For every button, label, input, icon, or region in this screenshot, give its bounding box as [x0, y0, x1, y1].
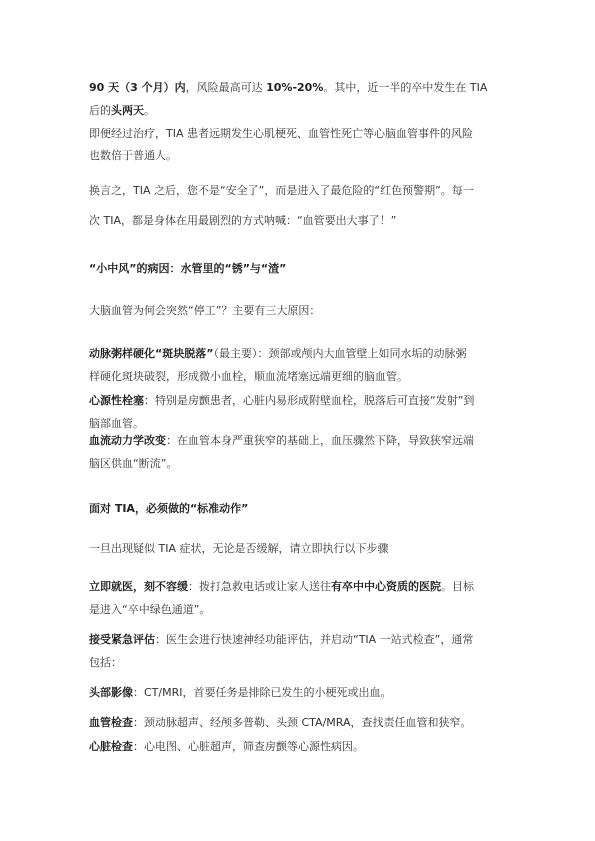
bold-risk: 10%-20%: [266, 81, 324, 94]
p3-line1: 换言之，TIA 之后，您不是“安全了”，而是进入了最危险的“红色预警期”。每一: [89, 184, 474, 197]
text: ：心电图、心脏超声，筛查房颤等心源性病因。: [133, 740, 364, 753]
text: ：特别是房颤患者，心脏内易形成附壁血栓，脱落后可直接“发射”到: [144, 394, 475, 407]
p2-line2: 也数倍于普通人。: [89, 149, 177, 162]
text: 后的: [89, 104, 111, 117]
bold-stroke-center: 有卒中中心资质的医院: [331, 580, 441, 593]
step2-line1: [89, 633, 519, 647]
bold-cause1: 动脉粥样硬化“斑块脱落”: [89, 347, 214, 360]
step1-line2: 是进入“卒中绿色通道”。: [89, 603, 211, 616]
p5: 一旦出现疑似 TIA 症状，无论是否缓解，请立即执行以下步骤: [89, 542, 389, 555]
cause1-line1: [89, 347, 519, 361]
p1-line1: [89, 81, 519, 95]
text: ：CT/MRI，首要任务是排除已发生的小梗死或出血。: [133, 686, 392, 699]
step1-line1: [89, 580, 519, 594]
cause2-line2: 脑部血管。: [89, 417, 144, 430]
bold-exam3: 心脏检查: [89, 740, 133, 753]
text: ：在血管本身严重狭窄的基础上，血压骤然下降，导致狭窄远端: [166, 434, 474, 447]
exam3: [89, 740, 519, 754]
text: ，风险最高可达: [185, 81, 267, 94]
bold-cause2: 心源性栓塞: [89, 394, 144, 407]
text: ：颈动脉超声、经颅多普勒、头颈 CTA/MRA，查找责任血管和狭窄。: [133, 716, 472, 729]
bold-exam2: 血管检查: [89, 716, 133, 729]
cause2-line1: [89, 394, 519, 408]
exam2: [89, 716, 519, 730]
text: ：拨打急救电话或让家人送往: [188, 580, 331, 593]
heading-actions: 面对 TIA，必须做的“标准动作”: [89, 502, 249, 515]
text: 。: [144, 104, 155, 117]
cause3-line2: 脑区供血“断流”。: [89, 457, 178, 470]
heading-causes: “小中风”的病因：水管里的“锈”与“渣”: [89, 262, 287, 275]
exam1: [89, 686, 519, 700]
step2-line2: 包括：: [89, 656, 122, 669]
p4: 大脑血管为何会突然“停工”？主要有三大原因：: [89, 304, 321, 317]
bold-first-two-days: 头两天: [111, 104, 144, 117]
bold-step1: 立即就医，刻不容缓: [89, 580, 188, 593]
cause1-line2: 样硬化斑块破裂，形成微小血栓，顺血流堵塞远端更细的脑血管。: [89, 370, 408, 383]
text: ：医生会进行快速神经功能评估，并启动“TIA 一站式检查”，通常: [155, 633, 474, 646]
p3-line2: 次 TIA，都是身体在用最剧烈的方式呐喊：“血管要出大事了！”: [89, 214, 397, 227]
bold-step2: 接受紧急评估: [89, 633, 155, 646]
text: 。其中，近一半的卒中发生在 TIA: [323, 81, 488, 94]
text: （最主要）：颈部或颅内大血管壁上如同水垢的动脉粥: [213, 347, 467, 360]
p1-line2: [89, 104, 519, 118]
p2-line1: 即便经过治疗，TIA 患者远期发生心肌梗死、血管性死亡等心脑血管事件的风险: [89, 127, 473, 140]
bold-exam1: 头部影像: [89, 686, 133, 699]
cause3-line1: [89, 434, 519, 448]
bold-cause3: 血流动力学改变: [89, 434, 166, 447]
text: 。目标: [441, 580, 474, 593]
bold-period: 90 天（3 个月）内: [89, 81, 186, 94]
